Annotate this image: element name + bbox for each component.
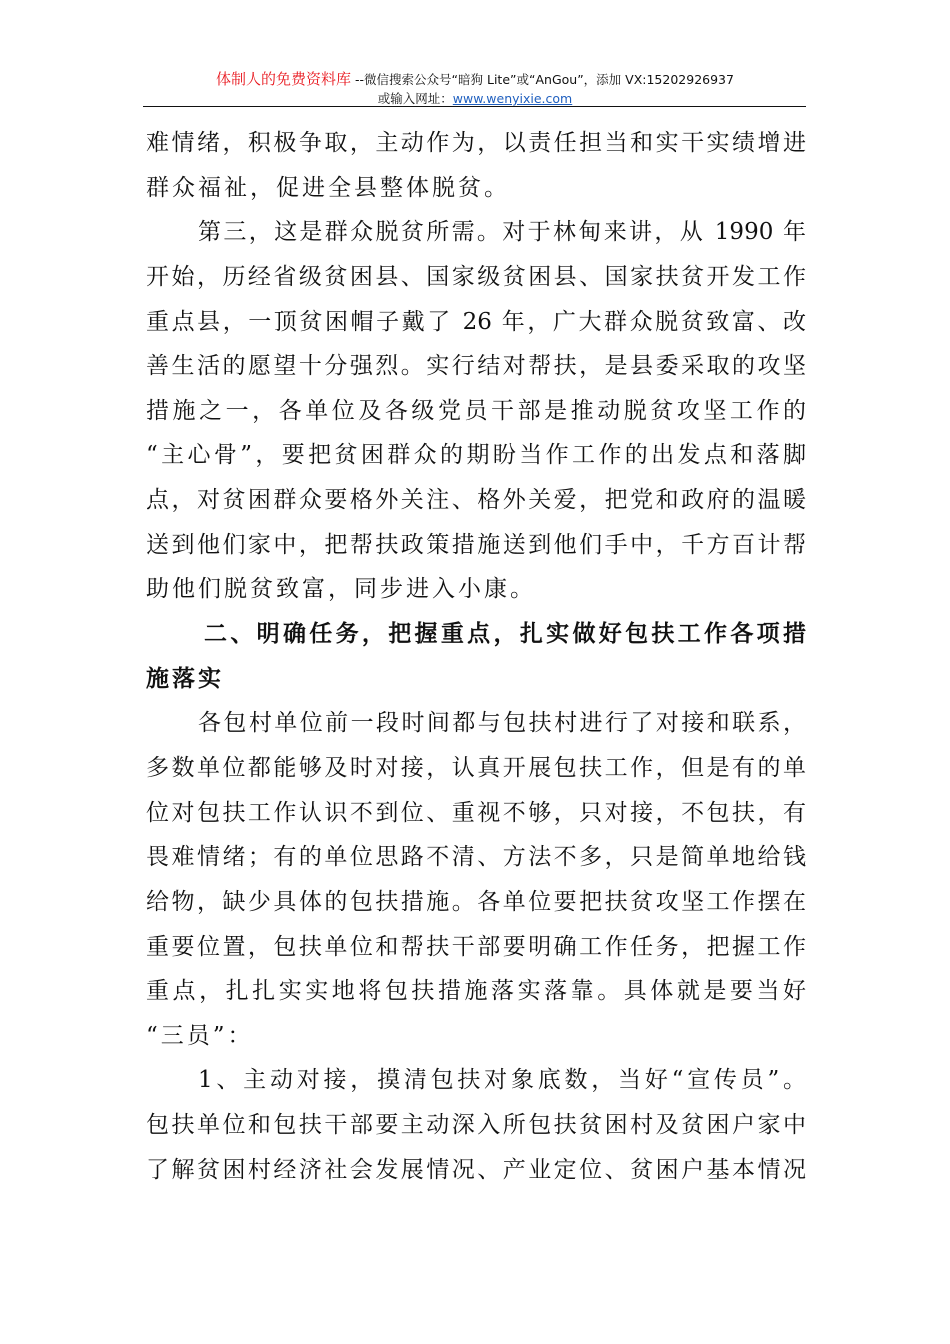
text-line: 各包村单位前一段时间都与包扶村进行了对接和联系，	[198, 710, 806, 737]
document-body	[146, 121, 806, 1192]
text-line: 畏难情绪；有的单位思路不清、方法不多，只是简单地给钱	[146, 844, 806, 871]
section-heading: 二、明确任务，把握重点，扎实做好包扶工作各项措	[204, 621, 806, 648]
text-line: 点，对贫困群众要格外关注、格外关爱，把党和政府的温暖	[146, 487, 806, 514]
text-line: 善生活的愿望十分强烈。实行结对帮扶，是县委采取的攻坚	[146, 353, 806, 380]
text-line: 助他们脱贫致富，同步进入小康。	[146, 576, 536, 603]
text-line: 群众福祉，促进全县整体脱贫。	[146, 174, 510, 201]
text-line: “三员”：	[146, 1022, 254, 1049]
header-info: --微信搜索公众号“暗狗 Lite”或“AnGou”，添加 VX:15202926937	[351, 72, 734, 87]
text-line: 开始，历经省级贫困县、国家级贫困县、国家扶贫开发工作	[146, 263, 806, 290]
text-line: 送到他们家中，把帮扶政策措施送到他们手中，千方百计帮	[146, 531, 806, 558]
text-line: “主心骨”，要把贫困群众的期盼当作工作的出发点和落脚	[146, 442, 806, 469]
text-line: 重要位置，包扶单位和帮扶干部要明确工作任务，把握工作	[146, 933, 806, 960]
brand-text: 体制人的免费资料库	[216, 70, 352, 88]
watermark-header	[0, 68, 950, 89]
text-line: 多数单位都能够及时对接，认真开展包扶工作，但是有的单	[146, 754, 806, 781]
website-link[interactable]: www.wenyixie.com	[452, 91, 573, 106]
text-line: 了解贫困村经济社会发展情况、产业定位、贫困户基本情况	[146, 1156, 806, 1183]
url-line	[0, 89, 950, 107]
header-divider	[143, 106, 806, 107]
url-label: 或输入网址：	[377, 91, 453, 106]
text-line: 给物，缺少具体的包扶措施。各单位要把扶贫攻坚工作摆在	[146, 888, 806, 915]
text-line: 包扶单位和包扶干部要主动深入所包扶贫困村及贫困户家中	[146, 1112, 806, 1139]
section-heading-cont: 施落实	[146, 665, 224, 692]
text-line: 重点县，一顶贫困帽子戴了 26 年，广大群众脱贫致富、改	[146, 308, 806, 335]
text-line: 重点，扎扎实实地将包扶措施落实落靠。具体就是要当好	[146, 978, 806, 1005]
text-line: 第三，这是群众脱贫所需。对于林甸来讲，从 1990 年	[198, 219, 806, 246]
text-line: 难情绪，积极争取，主动作为，以责任担当和实干实绩增进	[146, 130, 806, 156]
text-line: 位对包扶工作认识不到位、重视不够，只对接，不包扶，有	[146, 799, 806, 826]
subheading-line: 1、主动对接，摸清包扶对象底数，当好“宣传员”。	[198, 1067, 806, 1094]
text-line: 措施之一，各单位及各级党员干部是推动脱贫攻坚工作的	[146, 397, 806, 424]
